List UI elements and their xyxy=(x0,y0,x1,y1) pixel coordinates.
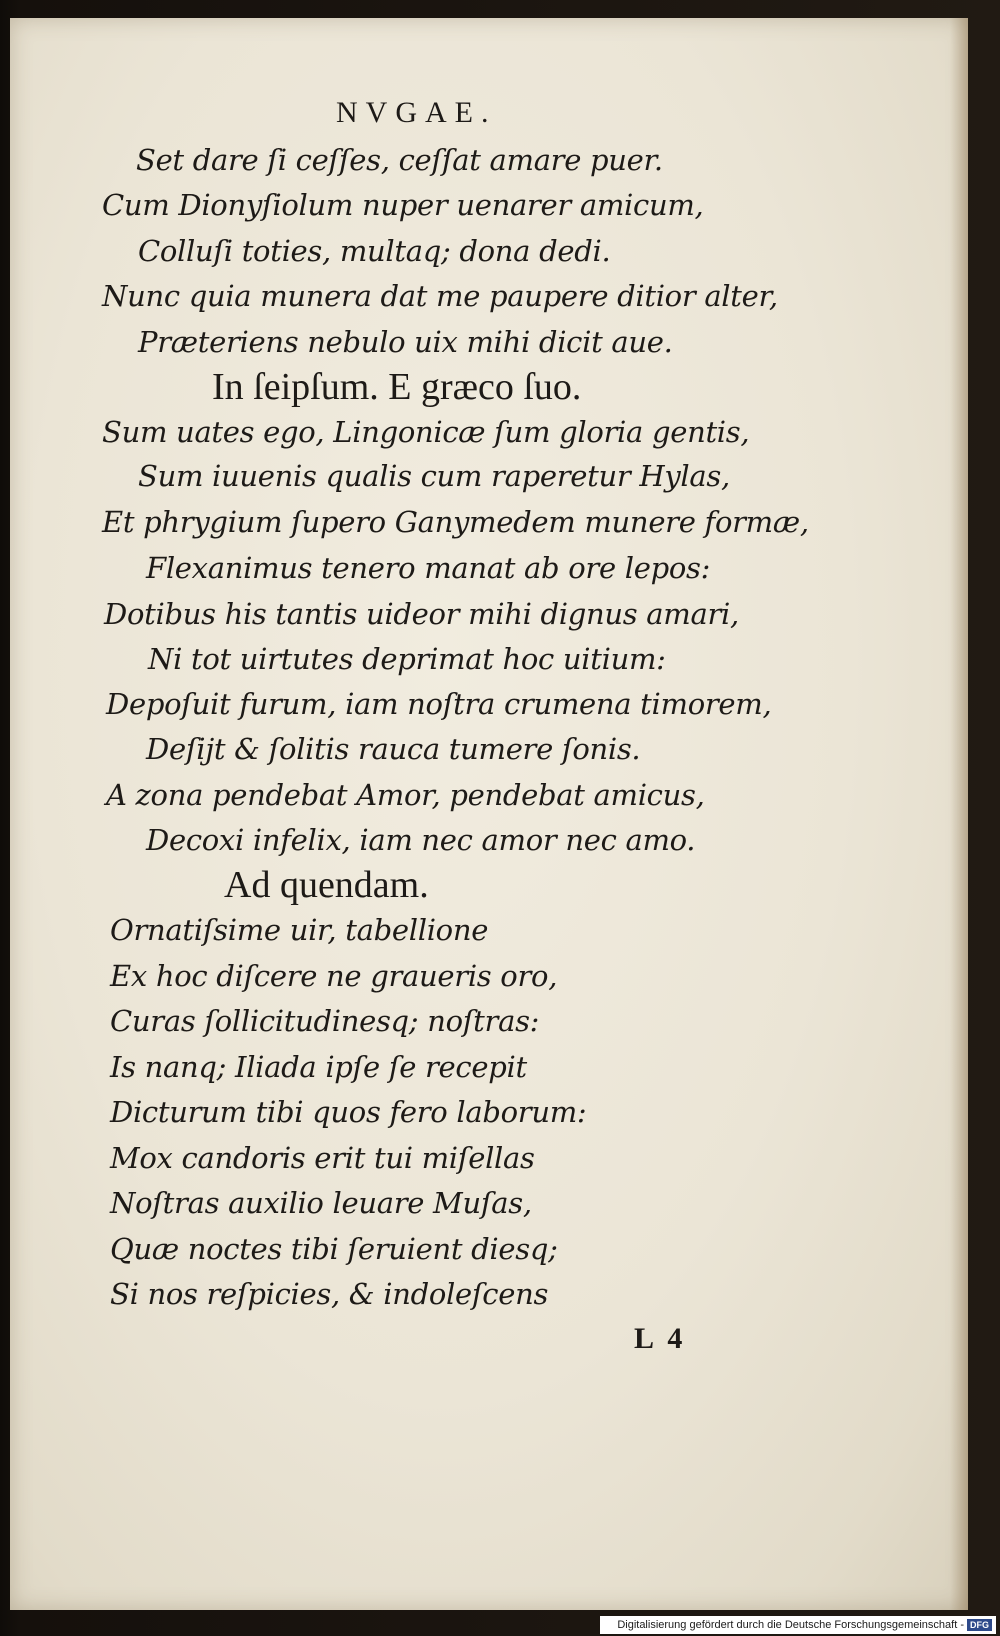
verse-line: Depoſuit furum, iam noſtra crumena timorem, xyxy=(106,687,772,721)
verse-line: Et phrygium ſupero Ganymedem munere formæ, xyxy=(102,505,809,539)
credit-text: Digitalisierung gefördert durch die Deutsche Forschungsgemeinschaft - xyxy=(617,1619,964,1631)
verse-line: Dicturum tibi quos fero laborum: xyxy=(110,1095,587,1129)
verse-line: Ex hoc diſcere ne graueris oro, xyxy=(110,959,558,993)
verse-line: Sum iuuenis qualis cum raperetur Hylas, xyxy=(138,459,730,493)
poem-title: In ſeipſum. E græco ſuo. xyxy=(212,366,582,408)
verse-line: Mox candoris erit tui miſellas xyxy=(110,1141,535,1175)
verse-line: Ornatiſsime uir, tabellione xyxy=(110,913,489,947)
verse-line: Cum Dionyſiolum nuper uenarer amicum, xyxy=(102,188,704,222)
verse-line: Deſijt & ſolitis rauca tumere ſonis. xyxy=(146,732,641,766)
verse-line: Colluſi toties, multaq; dona dedi. xyxy=(138,234,611,268)
signature-mark: L 4 xyxy=(634,1322,683,1355)
verse-line: Curas ſollicitudinesq; noſtras: xyxy=(110,1004,540,1038)
verse-line: Quæ noctes tibi ſeruient diesq; xyxy=(110,1232,558,1266)
dfg-logo-badge: DFG xyxy=(967,1619,992,1631)
running-head: NVGAE. xyxy=(336,96,497,129)
verse-line: Si nos reſpicies, & indoleſcens xyxy=(110,1277,549,1311)
poem-title: Ad quendam. xyxy=(224,864,429,906)
verse-line: Noſtras auxilio leuare Muſas, xyxy=(110,1186,532,1220)
verse-line: Nunc quia munera dat me paupere ditior alter, xyxy=(102,279,778,313)
verse-line: Præteriens nebulo uix mihi dicit aue. xyxy=(138,325,673,359)
verse-line: Decoxi infelix, iam nec amor nec amo. xyxy=(146,823,696,857)
verse-line: Is nanq; Iliada ipſe ſe recepit xyxy=(110,1050,527,1084)
verse-line: A zona pendebat Amor, pendebat amicus, xyxy=(106,778,705,812)
verse-line: Ni tot uirtutes deprimat hoc uitium: xyxy=(148,642,666,676)
verse-line: Set dare ſi ceſſes, ceſſat amare puer. xyxy=(136,143,663,177)
book-page xyxy=(10,18,968,1610)
page-edge-shadow xyxy=(950,18,968,1610)
verse-line: Dotibus his tantis uideor mihi dignus amari, xyxy=(104,597,739,631)
verse-line: Flexanimus tenero manat ab ore lepos: xyxy=(146,551,711,585)
digitization-credit xyxy=(600,1616,996,1634)
verse-line: Sum uates ego, Lingonicæ ſum gloria gentis, xyxy=(102,415,750,449)
